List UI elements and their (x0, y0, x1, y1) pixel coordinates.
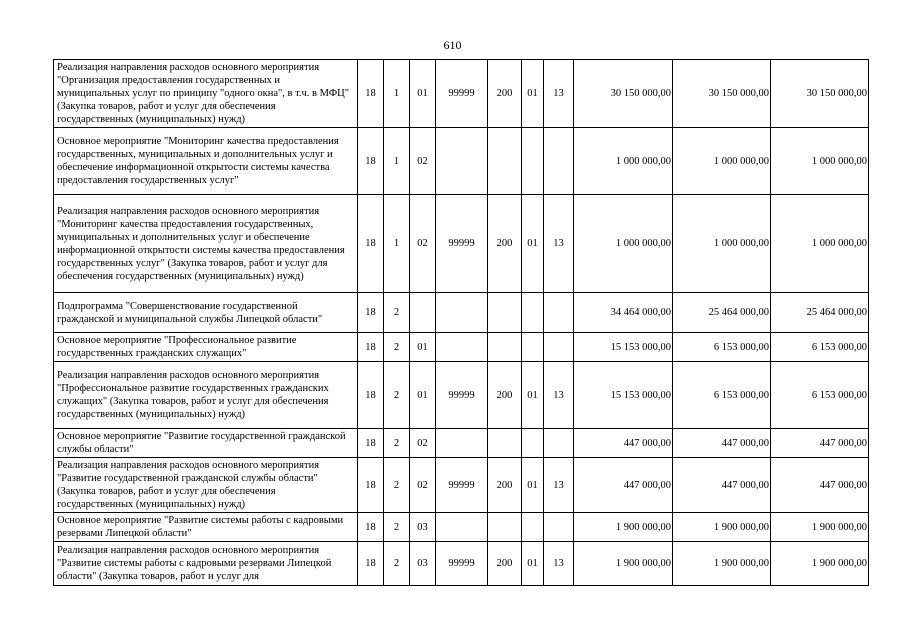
row-code-event: 02 (410, 128, 436, 195)
row-code-section (522, 429, 544, 458)
row-code-ministry: 18 (358, 429, 384, 458)
row-code-direction: 99999 (436, 362, 488, 429)
row-amount-year-2: 30 150 000,00 (673, 60, 771, 128)
row-code-ministry: 18 (358, 333, 384, 362)
row-code-event: 02 (410, 195, 436, 293)
row-code-event: 02 (410, 458, 436, 513)
row-amount-year-2: 1 000 000,00 (673, 128, 771, 195)
table-row (54, 458, 869, 513)
row-code-expense-type: 200 (488, 195, 522, 293)
row-code-direction (436, 513, 488, 542)
table-row (54, 128, 869, 195)
row-code-subprogram: 2 (384, 513, 410, 542)
row-code-ministry: 18 (358, 195, 384, 293)
row-code-ministry: 18 (358, 293, 384, 333)
row-code-section: 01 (522, 542, 544, 586)
row-amount-year-3: 25 464 000,00 (771, 293, 869, 333)
row-code-section (522, 128, 544, 195)
row-amount-year-3: 6 153 000,00 (771, 333, 869, 362)
row-code-ministry: 18 (358, 60, 384, 128)
row-code-subprogram: 2 (384, 429, 410, 458)
row-amount-year-2: 447 000,00 (673, 458, 771, 513)
row-amount-year-1: 30 150 000,00 (574, 60, 673, 128)
row-code-expense-type: 200 (488, 60, 522, 128)
row-code-subprogram: 2 (384, 362, 410, 429)
row-code-subprogram: 2 (384, 293, 410, 333)
row-code-direction (436, 293, 488, 333)
row-description: Реализация направления расходов основного мероприятия "Организация предоставления государственных и муниципальных услуг по принципу "одного окна", в т.ч. в МФЦ" (Закупка товаров, работ и услуг для обеспечения государственных (муниципальных) нужд) (54, 60, 358, 128)
row-amount-year-1: 34 464 000,00 (574, 293, 673, 333)
row-code-section (522, 293, 544, 333)
row-description: Основное мероприятие "Развитие государственной гражданской службы области" (54, 429, 358, 458)
row-amount-year-3: 1 900 000,00 (771, 542, 869, 586)
row-code-subsection (544, 429, 574, 458)
row-code-direction (436, 333, 488, 362)
row-amount-year-1: 447 000,00 (574, 458, 673, 513)
row-code-event: 03 (410, 513, 436, 542)
row-code-subsection: 13 (544, 458, 574, 513)
row-code-subsection: 13 (544, 60, 574, 128)
row-code-ministry: 18 (358, 128, 384, 195)
row-code-subprogram: 1 (384, 195, 410, 293)
row-code-ministry: 18 (358, 458, 384, 513)
row-description: Реализация направления расходов основного мероприятия "Профессиональное развитие государственных гражданских служащих" (Закупка товаров, работ и услуг для обеспечения государственных (муниципальных) нужд) (54, 362, 358, 429)
table-row (54, 333, 869, 362)
row-code-ministry: 18 (358, 362, 384, 429)
table-row (54, 513, 869, 542)
row-description: Основное мероприятие "Развитие системы работы с кадровыми резервами Липецкой области" (54, 513, 358, 542)
row-code-subsection (544, 513, 574, 542)
row-code-subsection (544, 333, 574, 362)
row-amount-year-2: 1 000 000,00 (673, 195, 771, 293)
row-code-section (522, 513, 544, 542)
row-code-subsection: 13 (544, 362, 574, 429)
row-code-direction: 99999 (436, 195, 488, 293)
row-code-event: 01 (410, 60, 436, 128)
row-amount-year-1: 1 900 000,00 (574, 513, 673, 542)
row-code-subprogram: 2 (384, 542, 410, 586)
row-amount-year-3: 447 000,00 (771, 458, 869, 513)
row-code-section: 01 (522, 60, 544, 128)
table-row (54, 195, 869, 293)
row-code-event: 02 (410, 429, 436, 458)
row-amount-year-2: 1 900 000,00 (673, 542, 771, 586)
row-amount-year-3: 6 153 000,00 (771, 362, 869, 429)
row-amount-year-2: 6 153 000,00 (673, 362, 771, 429)
row-code-section: 01 (522, 195, 544, 293)
row-code-subprogram: 1 (384, 128, 410, 195)
row-amount-year-1: 1 000 000,00 (574, 195, 673, 293)
row-code-expense-type (488, 128, 522, 195)
row-code-subsection: 13 (544, 195, 574, 293)
row-description: Реализация направления расходов основного мероприятия "Развитие государственной гражданской службы области" (Закупка товаров, работ и услуг для обеспечения государственных (муниципальных) нужд) (54, 458, 358, 513)
row-code-direction (436, 128, 488, 195)
row-amount-year-2: 1 900 000,00 (673, 513, 771, 542)
row-code-section (522, 333, 544, 362)
row-amount-year-1: 15 153 000,00 (574, 362, 673, 429)
row-code-expense-type: 200 (488, 542, 522, 586)
row-description: Основное мероприятие "Профессиональное развитие государственных гражданских служащих" (54, 333, 358, 362)
row-description: Основное мероприятие "Мониторинг качества предоставления государственных, муниципальных и дополнительных услуг и обеспечение информационной открытости системы качества предоставления государственных услуг" (54, 128, 358, 195)
row-code-subsection: 13 (544, 542, 574, 586)
row-code-subsection (544, 293, 574, 333)
table-row (54, 542, 869, 586)
row-code-expense-type (488, 333, 522, 362)
row-code-direction: 99999 (436, 542, 488, 586)
row-code-event: 03 (410, 542, 436, 586)
row-amount-year-2: 25 464 000,00 (673, 293, 771, 333)
row-amount-year-3: 30 150 000,00 (771, 60, 869, 128)
row-code-event: 01 (410, 333, 436, 362)
row-description: Подпрограмма "Совершенствование государственной гражданской и муниципальной службы Липецкой области" (54, 293, 358, 333)
row-code-direction: 99999 (436, 60, 488, 128)
row-amount-year-2: 447 000,00 (673, 429, 771, 458)
row-description: Реализация направления расходов основного мероприятия "Развитие системы работы с кадровыми резервами Липецкой области" (Закупка товаров, работ и услуг для (54, 542, 358, 586)
row-code-subprogram: 2 (384, 458, 410, 513)
row-code-section: 01 (522, 458, 544, 513)
row-code-subprogram: 1 (384, 60, 410, 128)
table-row (54, 429, 869, 458)
table-row (54, 362, 869, 429)
row-amount-year-1: 1 900 000,00 (574, 542, 673, 586)
row-code-direction: 99999 (436, 458, 488, 513)
row-code-ministry: 18 (358, 542, 384, 586)
row-code-ministry: 18 (358, 513, 384, 542)
row-code-expense-type (488, 293, 522, 333)
row-code-event: 01 (410, 362, 436, 429)
table-row (54, 293, 869, 333)
row-code-subprogram: 2 (384, 333, 410, 362)
row-description: Реализация направления расходов основного мероприятия "Мониторинг качества предоставления государственных, муниципальных и дополнительных услуг и обеспечение информационной открытости системы качества предоставления государственных услуг" (Закупка товаров, работ и услуг для обеспечения государственных (муниципальных) нужд) (54, 195, 358, 293)
page-number: 610 (443, 38, 462, 52)
row-code-expense-type: 200 (488, 458, 522, 513)
budget-table (53, 59, 869, 586)
row-amount-year-3: 447 000,00 (771, 429, 869, 458)
row-code-expense-type (488, 513, 522, 542)
row-code-event (410, 293, 436, 333)
row-code-expense-type: 200 (488, 362, 522, 429)
row-amount-year-1: 447 000,00 (574, 429, 673, 458)
row-code-expense-type (488, 429, 522, 458)
row-amount-year-1: 1 000 000,00 (574, 128, 673, 195)
row-amount-year-3: 1 000 000,00 (771, 128, 869, 195)
row-code-direction (436, 429, 488, 458)
row-amount-year-3: 1 000 000,00 (771, 195, 869, 293)
row-amount-year-2: 6 153 000,00 (673, 333, 771, 362)
table-row (54, 60, 869, 128)
row-code-section: 01 (522, 362, 544, 429)
row-amount-year-1: 15 153 000,00 (574, 333, 673, 362)
row-code-subsection (544, 128, 574, 195)
row-amount-year-3: 1 900 000,00 (771, 513, 869, 542)
